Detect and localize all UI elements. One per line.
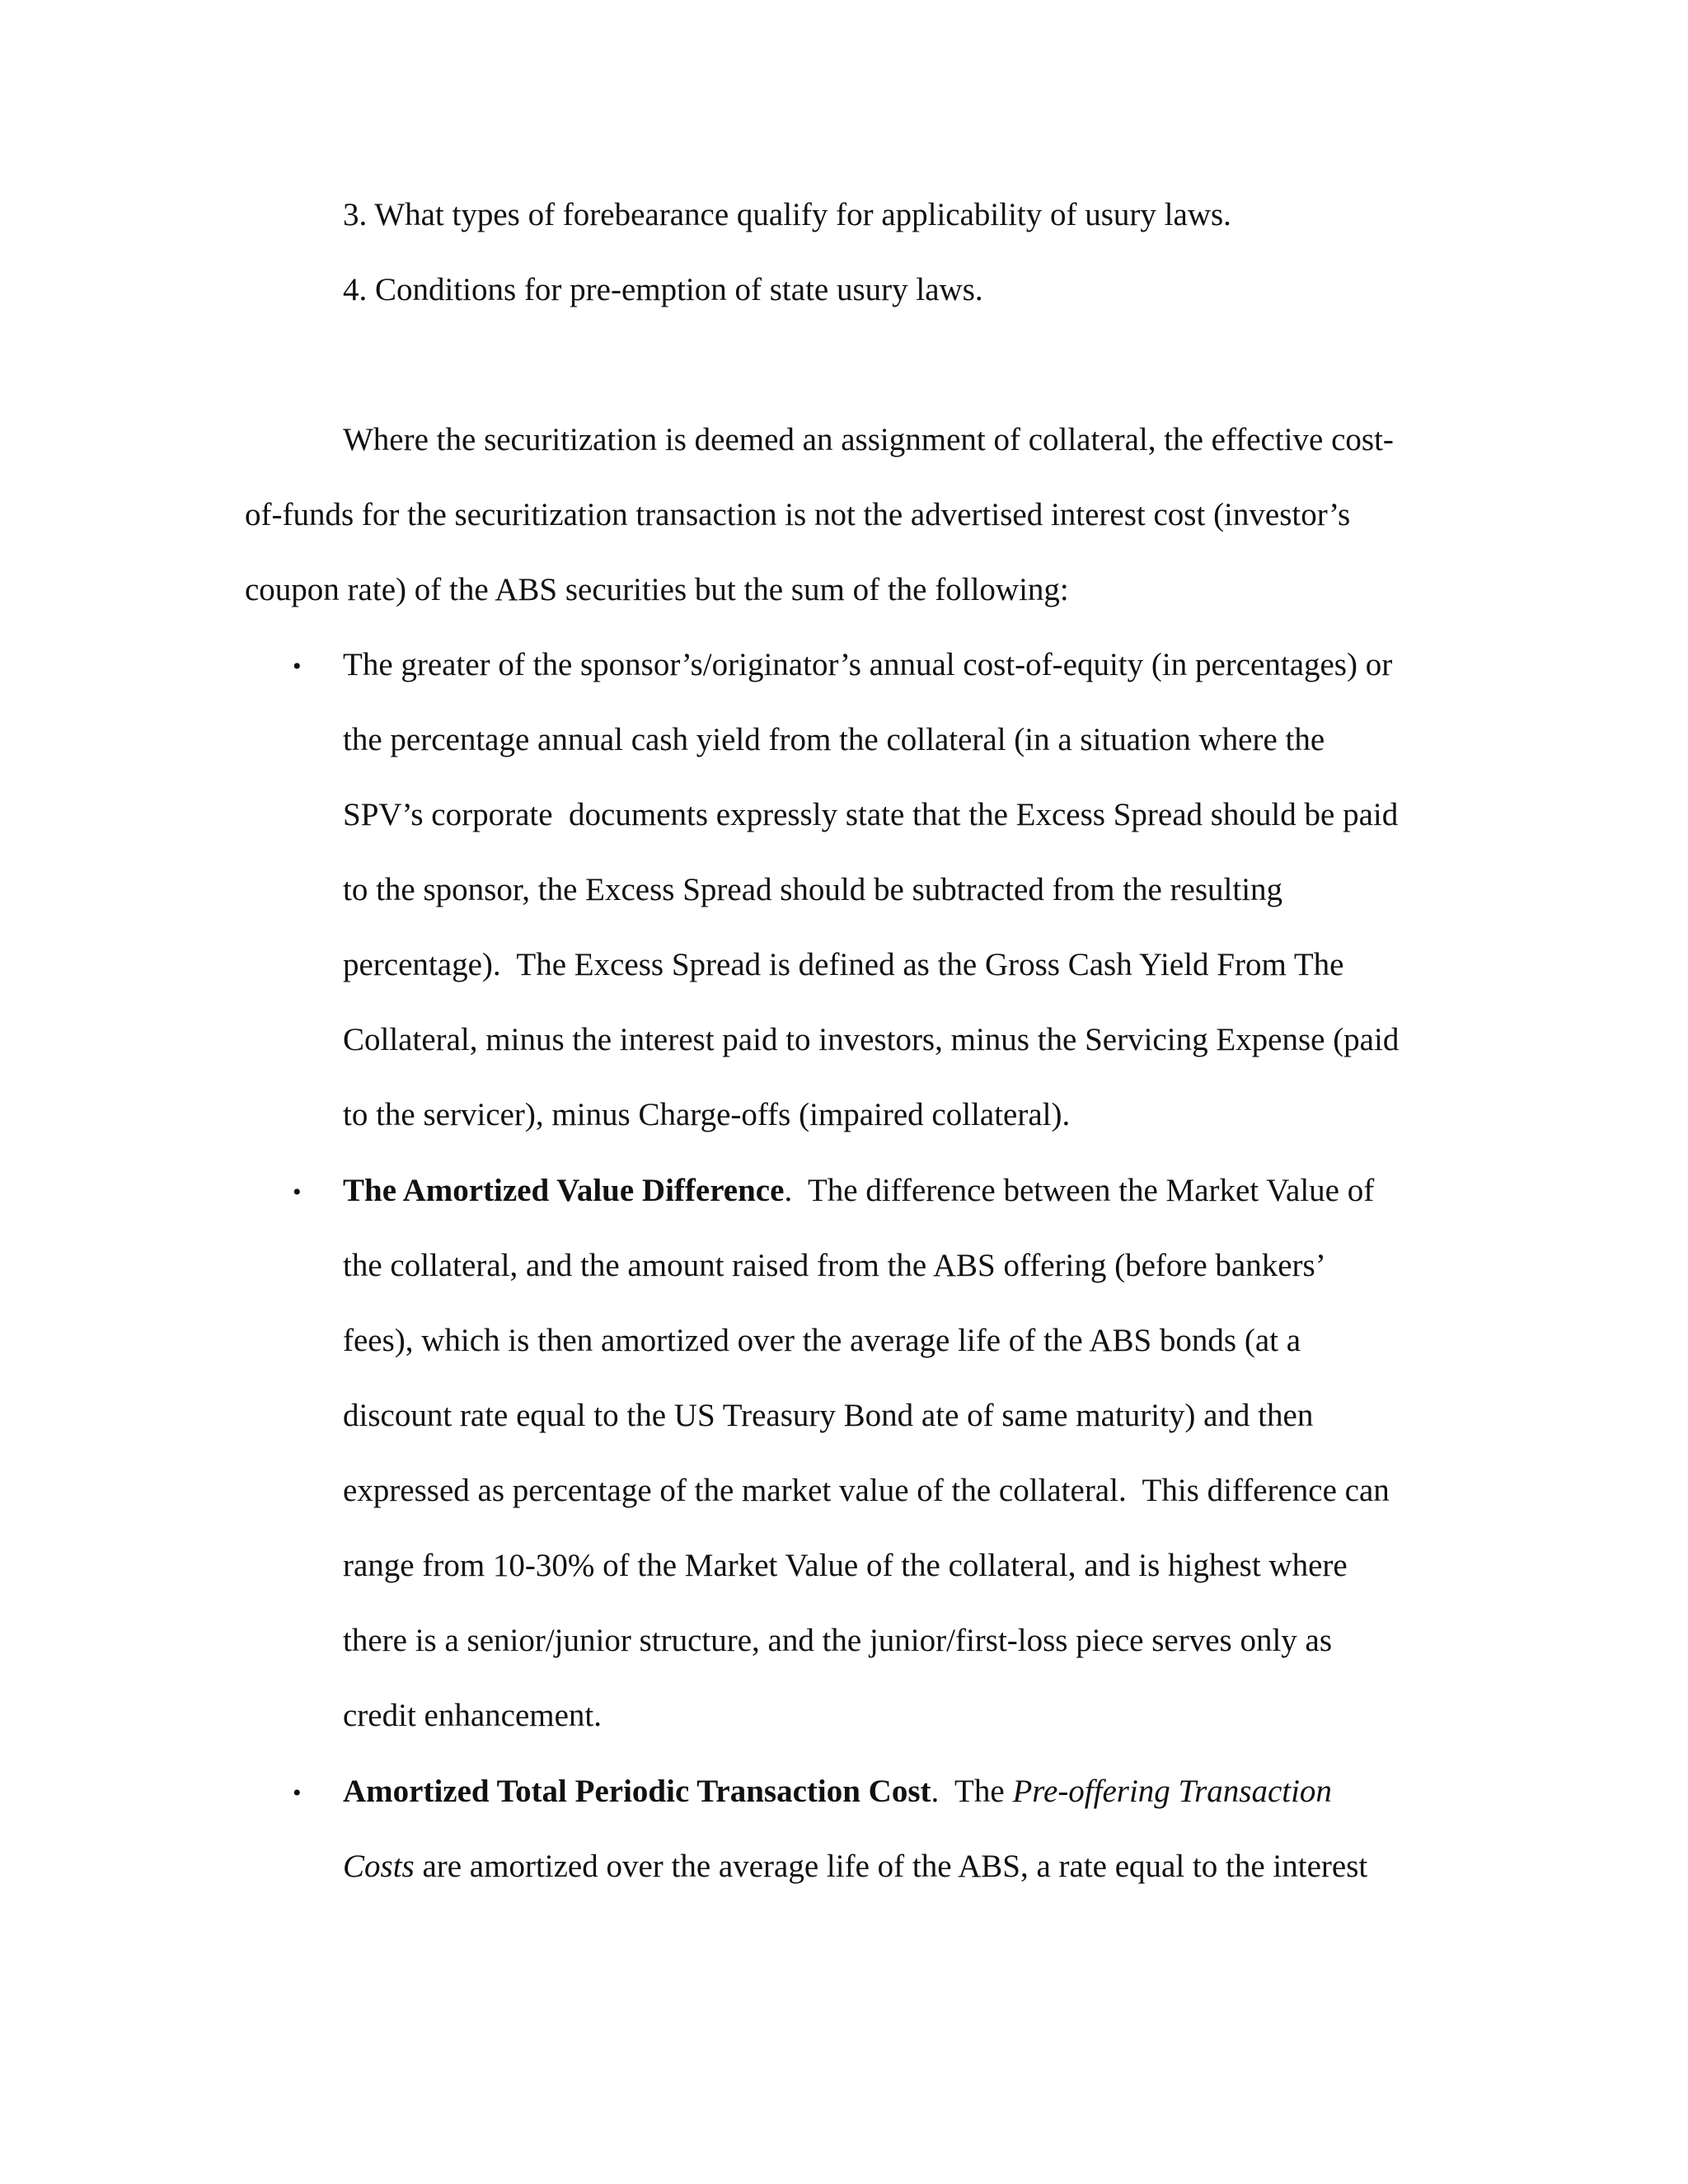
bullet-2-line: there is a senior/junior structure, and the junior/first-loss piece serves only as [343, 1623, 1333, 1658]
bullet-2-text: . The difference between the Market Value of [784, 1173, 1375, 1208]
bullet-1-line: SPV’s corporate documents expressly state that the Excess Spread should be paid [343, 797, 1399, 832]
paragraph-line: Where the securitization is deemed an assignment of collateral, the effective cost- [343, 422, 1394, 457]
bullet-2-line: fees), which is then amortized over the average life of the ABS bonds (at a [343, 1323, 1301, 1358]
bullet-2-line: the collateral, and the amount raised from the ABS offering (before bankers’ [343, 1248, 1326, 1283]
bullet-3-text: . The [931, 1774, 1013, 1809]
bullet-3-italic-term: Costs [343, 1849, 415, 1884]
paragraph-line: coupon rate) of the ABS securities but the sum of the following: [245, 572, 1069, 607]
list-item-4: 4. Conditions for pre-emption of state usury laws. [343, 272, 983, 307]
bullet-1-line: the percentage annual cash yield from the collateral (in a situation where the [343, 722, 1325, 757]
bullet-1-line: Collateral, minus the interest paid to investors, minus the Servicing Expense (paid [343, 1022, 1400, 1057]
bullet-marker: • [293, 1179, 302, 1206]
bullet-2-line: discount rate equal to the US Treasury Bond ate of same maturity) and then [343, 1398, 1314, 1433]
list-item-3: 3. What types of forebearance qualify for applicability of usury laws. [343, 197, 1231, 232]
bullet-3-heading: Amortized Total Periodic Transaction Cost [343, 1774, 931, 1809]
bullet-3-first-line [343, 1775, 1332, 1807]
bullet-2-line: credit enhancement. [343, 1698, 602, 1733]
bullet-2-first-line [343, 1174, 1374, 1207]
bullet-3-italic-term: Pre-offering Transaction [1012, 1774, 1332, 1809]
bullet-2-line: range from 10-30% of the Market Value of the collateral, and is highest where [343, 1548, 1348, 1583]
bullet-3-second-line [343, 1850, 1367, 1882]
bullet-1-line: percentage). The Excess Spread is defined as the Gross Cash Yield From The [343, 947, 1344, 982]
bullet-3-text: are amortized over the average life of the ABS, a rate equal to the interest [414, 1849, 1368, 1884]
bullet-1-line: to the servicer), minus Charge-offs (impaired collateral). [343, 1097, 1071, 1132]
bullet-2-heading: The Amortized Value Difference [343, 1173, 785, 1208]
bullet-marker: • [293, 653, 302, 680]
bullet-1-line: The greater of the sponsor’s/originator’s annual cost-of-equity (in percentages) or [343, 647, 1393, 682]
paragraph-line: of-funds for the securitization transaction is not the advertised interest cost (investor’s [245, 497, 1351, 532]
bullet-1-line: to the sponsor, the Excess Spread should be subtracted from the resulting [343, 872, 1283, 907]
bullet-marker: • [293, 1779, 302, 1807]
bullet-2-line: expressed as percentage of the market value of the collateral. This difference can [343, 1473, 1390, 1508]
